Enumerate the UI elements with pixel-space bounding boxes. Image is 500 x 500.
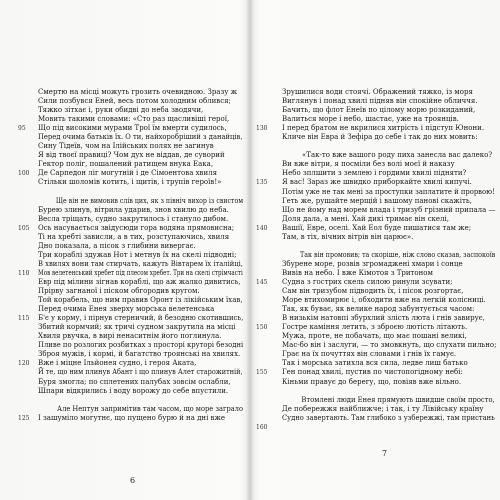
text-line (282, 350, 496, 359)
line-number: 130 (256, 125, 268, 133)
right-page (254, 0, 500, 500)
verse-text: Дно показала, а пісок з глибини вивергає. (38, 241, 196, 250)
line-number: 140 (256, 224, 268, 232)
text-line (38, 260, 244, 269)
verse-text: Вивів на небо. І вже Кімотоя з Тритоном (282, 268, 433, 277)
text-line (256, 368, 496, 377)
text-line (282, 378, 496, 387)
verse-text: Тяжко зітхає і, руки обидві до неба зводячи, (38, 106, 204, 115)
text-line (282, 332, 496, 341)
text-line (256, 277, 496, 287)
text-line (282, 115, 496, 124)
text-line (38, 287, 244, 296)
line-number: 115 (18, 315, 30, 323)
text-line (38, 206, 244, 215)
text-line (38, 251, 244, 260)
text-line (18, 268, 244, 278)
verse-text: Ще він не вимовив слів цих, як з північ вихор із свистом (55, 196, 244, 205)
verse-text: Ген понад хвилі, пустив по чистопогідному небі: (282, 368, 463, 377)
text-line (38, 142, 244, 151)
verse-text: Там, в тіх, вічних вітрів він царює». (282, 232, 414, 241)
text-line (38, 341, 244, 350)
verse-text: Шпари відкрились і воду ворожу до себе впустили. (38, 386, 229, 395)
text-line (18, 223, 244, 233)
line-number: 95 (18, 125, 26, 133)
text-line (18, 413, 244, 423)
text-line (282, 215, 496, 224)
book-gutter (246, 0, 254, 500)
text-line (282, 197, 496, 206)
verse-text: Грає на їх почуттях він словами і гнів їх гамує. (282, 350, 457, 359)
verse-text: Виглянув і понад хвилі підняв він спокійне обличчя. (282, 97, 478, 106)
text-line (282, 242, 496, 251)
verse-text: Ви вже вітри, я посміли без волі моєї й наказу (282, 160, 455, 169)
text-line (38, 106, 244, 115)
text-line (38, 350, 244, 359)
verse-text: Сили позбувся Еней, весь потом холодним облився; (38, 97, 231, 106)
verse-text: І зашуміло могутнє, що пущено бурю й на дні вже (38, 413, 226, 422)
text-line (282, 188, 496, 197)
line-number: 135 (256, 179, 268, 187)
text-line (282, 160, 496, 169)
text-line (38, 151, 244, 160)
verse-text: Перед очима Енея зверху морська велетенська (38, 305, 215, 314)
text-line (256, 178, 496, 187)
text-line (256, 124, 496, 133)
text-line (282, 106, 496, 115)
verse-text: Мов велетенський хребет під плесом хребет. Три на скелі стрімчасті (38, 268, 243, 277)
text-line (282, 287, 496, 296)
text-line (38, 178, 244, 187)
verse-text: Де Сарпедон ліг могутній і де Сімоентова хвиля (38, 169, 218, 178)
text-line (38, 368, 244, 377)
verse-text: Буря змогла; по сплетених палубах зовсім ослабли, (38, 377, 231, 386)
line-number: 110 (18, 269, 30, 277)
verse-text: Збитий кормчий; як тричі судном закрутила на місці (38, 323, 236, 332)
verse-text: Так і морська затихла вся сила, ледве лиш батько (282, 359, 468, 368)
text-line (282, 296, 496, 305)
verse-text: Я вас! Зараз же швидко приборкайте хвилі кипучі. (282, 178, 472, 187)
text-line (38, 405, 244, 414)
verse-text: Ось насувається звідусюди гора водяна прямовисна; (38, 223, 235, 232)
verse-text: Мовить такими словами: «Сто раз щасливіші герої, (38, 115, 230, 124)
text-line (282, 396, 496, 405)
text-line (38, 215, 244, 224)
verse-text: В хвилях вони там стирчать, кажуть Вівтарем їх італійці, (38, 259, 243, 268)
text-line (38, 296, 244, 305)
verse-text: Евр під мілини зігнав кораблі, що аж жалко дивитись, (38, 277, 241, 286)
text-line (18, 124, 244, 133)
text-line (38, 160, 244, 169)
text-line (38, 387, 244, 396)
text-line (38, 133, 244, 142)
verse-text: Небо зплшити з землею і гордими хвилі підняти? (282, 169, 467, 178)
text-line (282, 414, 496, 423)
text-line (282, 233, 496, 242)
verse-text: Зброя мужів, і кормі, й багатство троянські на хвилях. (38, 350, 241, 359)
left-page-number: 6 (130, 476, 136, 485)
text-line (282, 269, 496, 278)
verse-text: Море втихомирює і, обходити вже на легкій колісниці. (282, 296, 486, 305)
text-line (282, 169, 496, 178)
text-line (38, 97, 244, 106)
verse-text: Валиться море і небо, шастає, уже на троянців. (282, 115, 459, 124)
verse-text: Перед очима батьків їх. О ти, найхоробріший з данайців, (38, 133, 243, 142)
text-line (282, 305, 496, 314)
text-line (38, 242, 244, 251)
verse-text: Зрушилися води стоячі. Ображений тяжко, із моря (282, 88, 473, 96)
text-line (282, 359, 496, 368)
line-number: 125 (18, 414, 30, 422)
verse-text: Кличе він Евра й Зефіра до себе і так до них мовить: (282, 133, 478, 142)
right-page-text (256, 88, 497, 432)
text-line (256, 323, 496, 332)
verse-text: Судно завертають. Там глибоко з узбережжі, там пристань (282, 413, 495, 422)
verse-text: Кіньми правує до берегу, що, повіяв вже вільно. (282, 377, 462, 386)
verse-text: Збурене море, розвів згромаджені хмари і сонце (282, 259, 463, 268)
verse-text: Так, як буває, як велике народ забунтується часом: (282, 305, 475, 314)
text-line (38, 88, 244, 97)
text-line (282, 97, 496, 106)
text-line (38, 396, 244, 405)
text-line (282, 314, 496, 323)
line-number: 150 (256, 324, 268, 332)
left-page (0, 0, 246, 500)
verse-text: Ті на хребті зависли, а в тих, розступаючись, хвиля (38, 232, 230, 241)
text-line (18, 169, 244, 178)
text-line (256, 423, 496, 432)
verse-text: Весла тріщать, судно закрутилось і стануло дибом. (38, 214, 229, 223)
verse-text: Гостре каміння летить, з зброєю лютість літають. (282, 323, 468, 332)
verse-text: Стільки шоломів котить, і щитів, і трупів героїв!» (38, 178, 222, 187)
verse-text: Сам він тризубом підводить їх, і пісок розгортає, (282, 287, 464, 296)
text-line (282, 405, 496, 414)
verse-text: Вже і міцне Ільйонея судно, і героя Аката, (38, 359, 197, 368)
verse-text: Бачить, що флот Енеїв по цілому морю розкиданий, (282, 106, 476, 115)
text-line (282, 251, 496, 260)
verse-text: Що не йому над морем влада і тризуб грізний припала — (282, 205, 496, 214)
right-page-number: 7 (382, 449, 388, 458)
text-line (282, 142, 496, 151)
verse-text: Що під високими мурами Трої їм вмерти судилось, (38, 124, 227, 133)
text-line (256, 223, 496, 233)
text-line (38, 278, 244, 287)
left-page-text (18, 88, 244, 423)
verse-text: Хвиля рвучка, в вирі ненаситнім його поглинула. (38, 332, 222, 341)
verse-text: Мужа, проте, не побачать, що має пошані великі, (282, 332, 467, 341)
line-number: 160 (256, 423, 268, 431)
text-line (18, 359, 244, 368)
verse-text: В низькім натовпі збурхлий злість люта і гнів завирує, (282, 314, 485, 323)
line-number: 145 (256, 278, 268, 286)
verse-text: Той корабель, що ним правив Оронт із лікійським їхав, (38, 296, 243, 305)
verse-text: Три кораблі здужав Нот і метнув їх на скелі підводні; (38, 250, 237, 259)
line-number: 100 (18, 170, 30, 178)
verse-text: Втомлені люди Енея прямують швидше своїм просто, (301, 395, 495, 404)
line-number: 155 (256, 369, 268, 377)
verse-text: Гектор поліг, пошалений ратищем внука Еака, (38, 160, 214, 169)
verse-text: Пливе по розлогих розбитках з просторі круторі безодні (38, 341, 244, 350)
verse-text: Вашії, Евре, оселі. Хай Еол буде пишатися там же; (282, 223, 472, 232)
text-line (282, 151, 496, 160)
text-line (38, 188, 244, 197)
text-line (38, 115, 244, 124)
verse-text: Так він промовив; та скоріше, ніж слово сказав, заспокоїв (300, 250, 496, 259)
verse-text: «Так-то вже вашого роду пиха занесла вас далеко? (302, 151, 493, 160)
text-line (282, 206, 496, 215)
text-line (282, 260, 496, 269)
verse-text: Доля дала, а мені. Хай дикі тримає він скелі, (282, 214, 449, 223)
verse-text: Бурею злинув, вітрила ударив, знов хвилю до неба. (38, 205, 229, 214)
text-line (282, 133, 496, 142)
verse-text: Судна з гострих скель силою ринули зсувати; (282, 277, 453, 286)
text-line (282, 387, 496, 396)
verse-text: Але Нептун запримітив там часом, що море заграло (57, 404, 243, 413)
line-number: 120 (18, 360, 30, 368)
text-line (282, 88, 496, 97)
verse-text: Б'є у корму, і пірнув стерничий, й безодню скотившись, (38, 314, 244, 323)
verse-text: Мас-бо він і заслуги, — то змовкнуть, що слухати пильно; (282, 341, 497, 350)
text-line (38, 332, 244, 341)
text-line (18, 314, 244, 323)
verse-text: Смертю на місці можуть грозить очевидною. Зразу ж (38, 88, 238, 96)
text-line (38, 197, 244, 206)
verse-text: Й те, що ним плинув Абант і що плинув Алет старожитній, (38, 368, 243, 377)
verse-text: Де побережжя найближче; і так, і ту Лівійську країну (282, 404, 484, 413)
text-line (282, 341, 496, 350)
verse-text: Я від твоєї правиці? Чом дух не віддав, де суворий (38, 151, 225, 160)
line-number: 105 (18, 224, 30, 232)
verse-text: Потім уже не так мені за проступки заплатите й прорвою! (282, 187, 495, 196)
verse-text: І перед братом не вкрилися хитрість і підступ Юнони. (282, 124, 485, 133)
verse-text: Сину Тідеїв, чом на Ілійських полях не загинув (38, 142, 214, 151)
verse-text: Геть же, рушайте мерщій і вашому панові скажіть, (282, 196, 472, 205)
text-line (38, 378, 244, 387)
text-line (38, 323, 244, 332)
text-line (38, 305, 244, 314)
text-line (38, 233, 244, 242)
verse-text: Прірву загнаної і піском обгородив кругом. (38, 287, 200, 296)
